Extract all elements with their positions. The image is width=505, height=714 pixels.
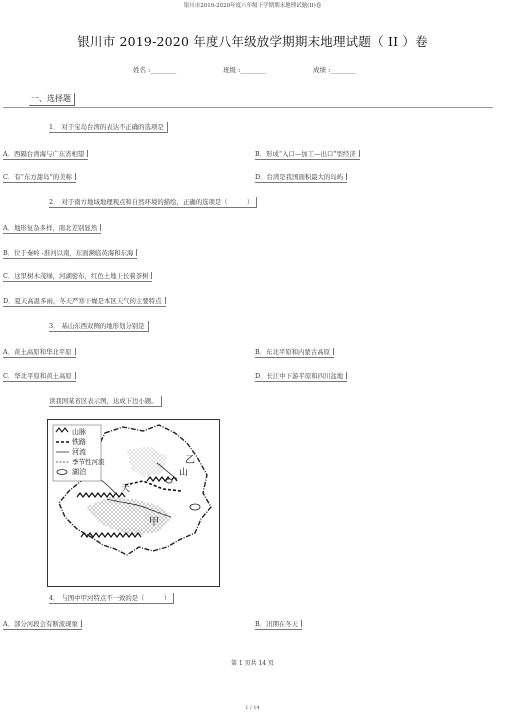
question-3-option-a[interactable]: [3, 347, 76, 358]
question-3-option-c[interactable]: [3, 371, 76, 382]
section-divider: [3, 107, 493, 108]
option-divider: [81, 620, 82, 627]
option-divider: [301, 620, 302, 627]
page-number: 1 / 14: [245, 705, 260, 711]
lake: [166, 479, 172, 483]
option-text: C．华北平原和黄土高原: [3, 372, 72, 380]
legend-label-river: 河流: [72, 448, 86, 456]
lake: [190, 504, 200, 510]
option-divider: [75, 173, 76, 180]
option-divider: [333, 348, 334, 355]
option-text: A．西隔台湾海与广东省相望: [3, 150, 85, 158]
running-header: 银川市2019-2020年度八年级下学期期末地理试题(II)卷: [183, 3, 322, 9]
option-text: D．台湾是我国面积最大的岛屿: [255, 173, 344, 181]
question-4-option-a[interactable]: [3, 619, 82, 630]
question-1-option-b[interactable]: [255, 149, 360, 160]
legend-label-lake: 湖泊: [72, 468, 86, 476]
option-divider: [151, 272, 152, 279]
page-title: 银川市 2019-2020 年度八年级放学期期末地理试题（ II ）卷: [77, 34, 428, 49]
map-legend: [53, 425, 105, 481]
question-2-option-d[interactable]: [3, 296, 166, 307]
option-text: A．地形复杂多样，南北差别显然: [3, 224, 98, 232]
name-field[interactable]: 姓名 :________: [133, 66, 177, 74]
option-text: C．这里树木茂绿，河湖密布，红色土地上长着茶树: [3, 272, 149, 280]
question-3-stem: 3． 基山东西双侧的地形划分别是: [49, 321, 149, 332]
question-1-option-d[interactable]: [255, 172, 347, 183]
option-text: B．东北平原和内蒙古高原: [255, 348, 330, 356]
province-map: [47, 419, 220, 587]
map-label-jia: 甲: [149, 517, 159, 528]
option-text: D．长江中下游平原和四川盆地: [255, 372, 344, 380]
map-label-mountain: 山: [179, 468, 189, 478]
legend-label-railway: 铁路: [72, 438, 86, 446]
question-2-option-c[interactable]: [3, 271, 152, 282]
option-divider: [136, 249, 137, 256]
question-1-option-c[interactable]: [3, 172, 76, 183]
section-heading: 一、选择题: [29, 93, 75, 106]
question-3-option-d[interactable]: [255, 371, 347, 382]
question-3-option-b[interactable]: [255, 347, 334, 358]
option-text: A．部分河段会有断流现象: [3, 620, 78, 628]
option-divider: [346, 372, 347, 379]
map-label-yi: 乙: [185, 455, 195, 466]
score-field[interactable]: 成绩 :________: [313, 66, 357, 74]
option-text: B．位于秦岭 -淮河以南，东面濒临黄海和东海: [3, 249, 134, 257]
question-1-option-a[interactable]: [3, 149, 88, 160]
question-2-option-a[interactable]: [3, 223, 101, 234]
option-divider: [75, 348, 76, 355]
option-text: D．夏天高温多雨，冬天严寒干燥是本区天气的主要特点: [3, 297, 162, 305]
question-2-stem: 2． 对于南方地域地理观点和自然环境的描绘，正确的选项是（ ）: [49, 197, 257, 208]
option-text: C．有“东方甜岛”的美称: [3, 173, 72, 181]
page-footer: 第 1 页共 14 页: [230, 660, 275, 667]
option-divider: [359, 150, 360, 157]
option-divider: [165, 297, 166, 304]
legend-label-seasonal-river: 季节性河流: [72, 458, 105, 466]
option-text: B．汛期在冬天: [255, 620, 299, 628]
question-2-option-b[interactable]: [3, 248, 137, 259]
option-text: A．黄土高原和华北平原: [3, 348, 72, 356]
option-text: B．形成“入口—加工—出口”型经济: [255, 150, 356, 158]
legend-label-mountain: 山脉: [72, 428, 86, 436]
option-divider: [75, 372, 76, 379]
province-map-figure: [47, 419, 220, 587]
map-prompt: 读我国某省区表示图，达成下边小题。: [49, 396, 162, 407]
option-divider: [346, 173, 347, 180]
question-4-stem: 4． 与图中甲河特点不一致的是（ ）: [49, 593, 174, 604]
question-4-option-b[interactable]: [255, 619, 302, 630]
option-divider: [100, 224, 101, 231]
option-divider: [87, 150, 88, 157]
class-field[interactable]: 班级 :________: [223, 66, 267, 74]
question-1-stem: 1． 对于宝岛台湾的表达不正确的选项是: [49, 122, 168, 133]
map-label-tian: 天: [121, 484, 131, 494]
